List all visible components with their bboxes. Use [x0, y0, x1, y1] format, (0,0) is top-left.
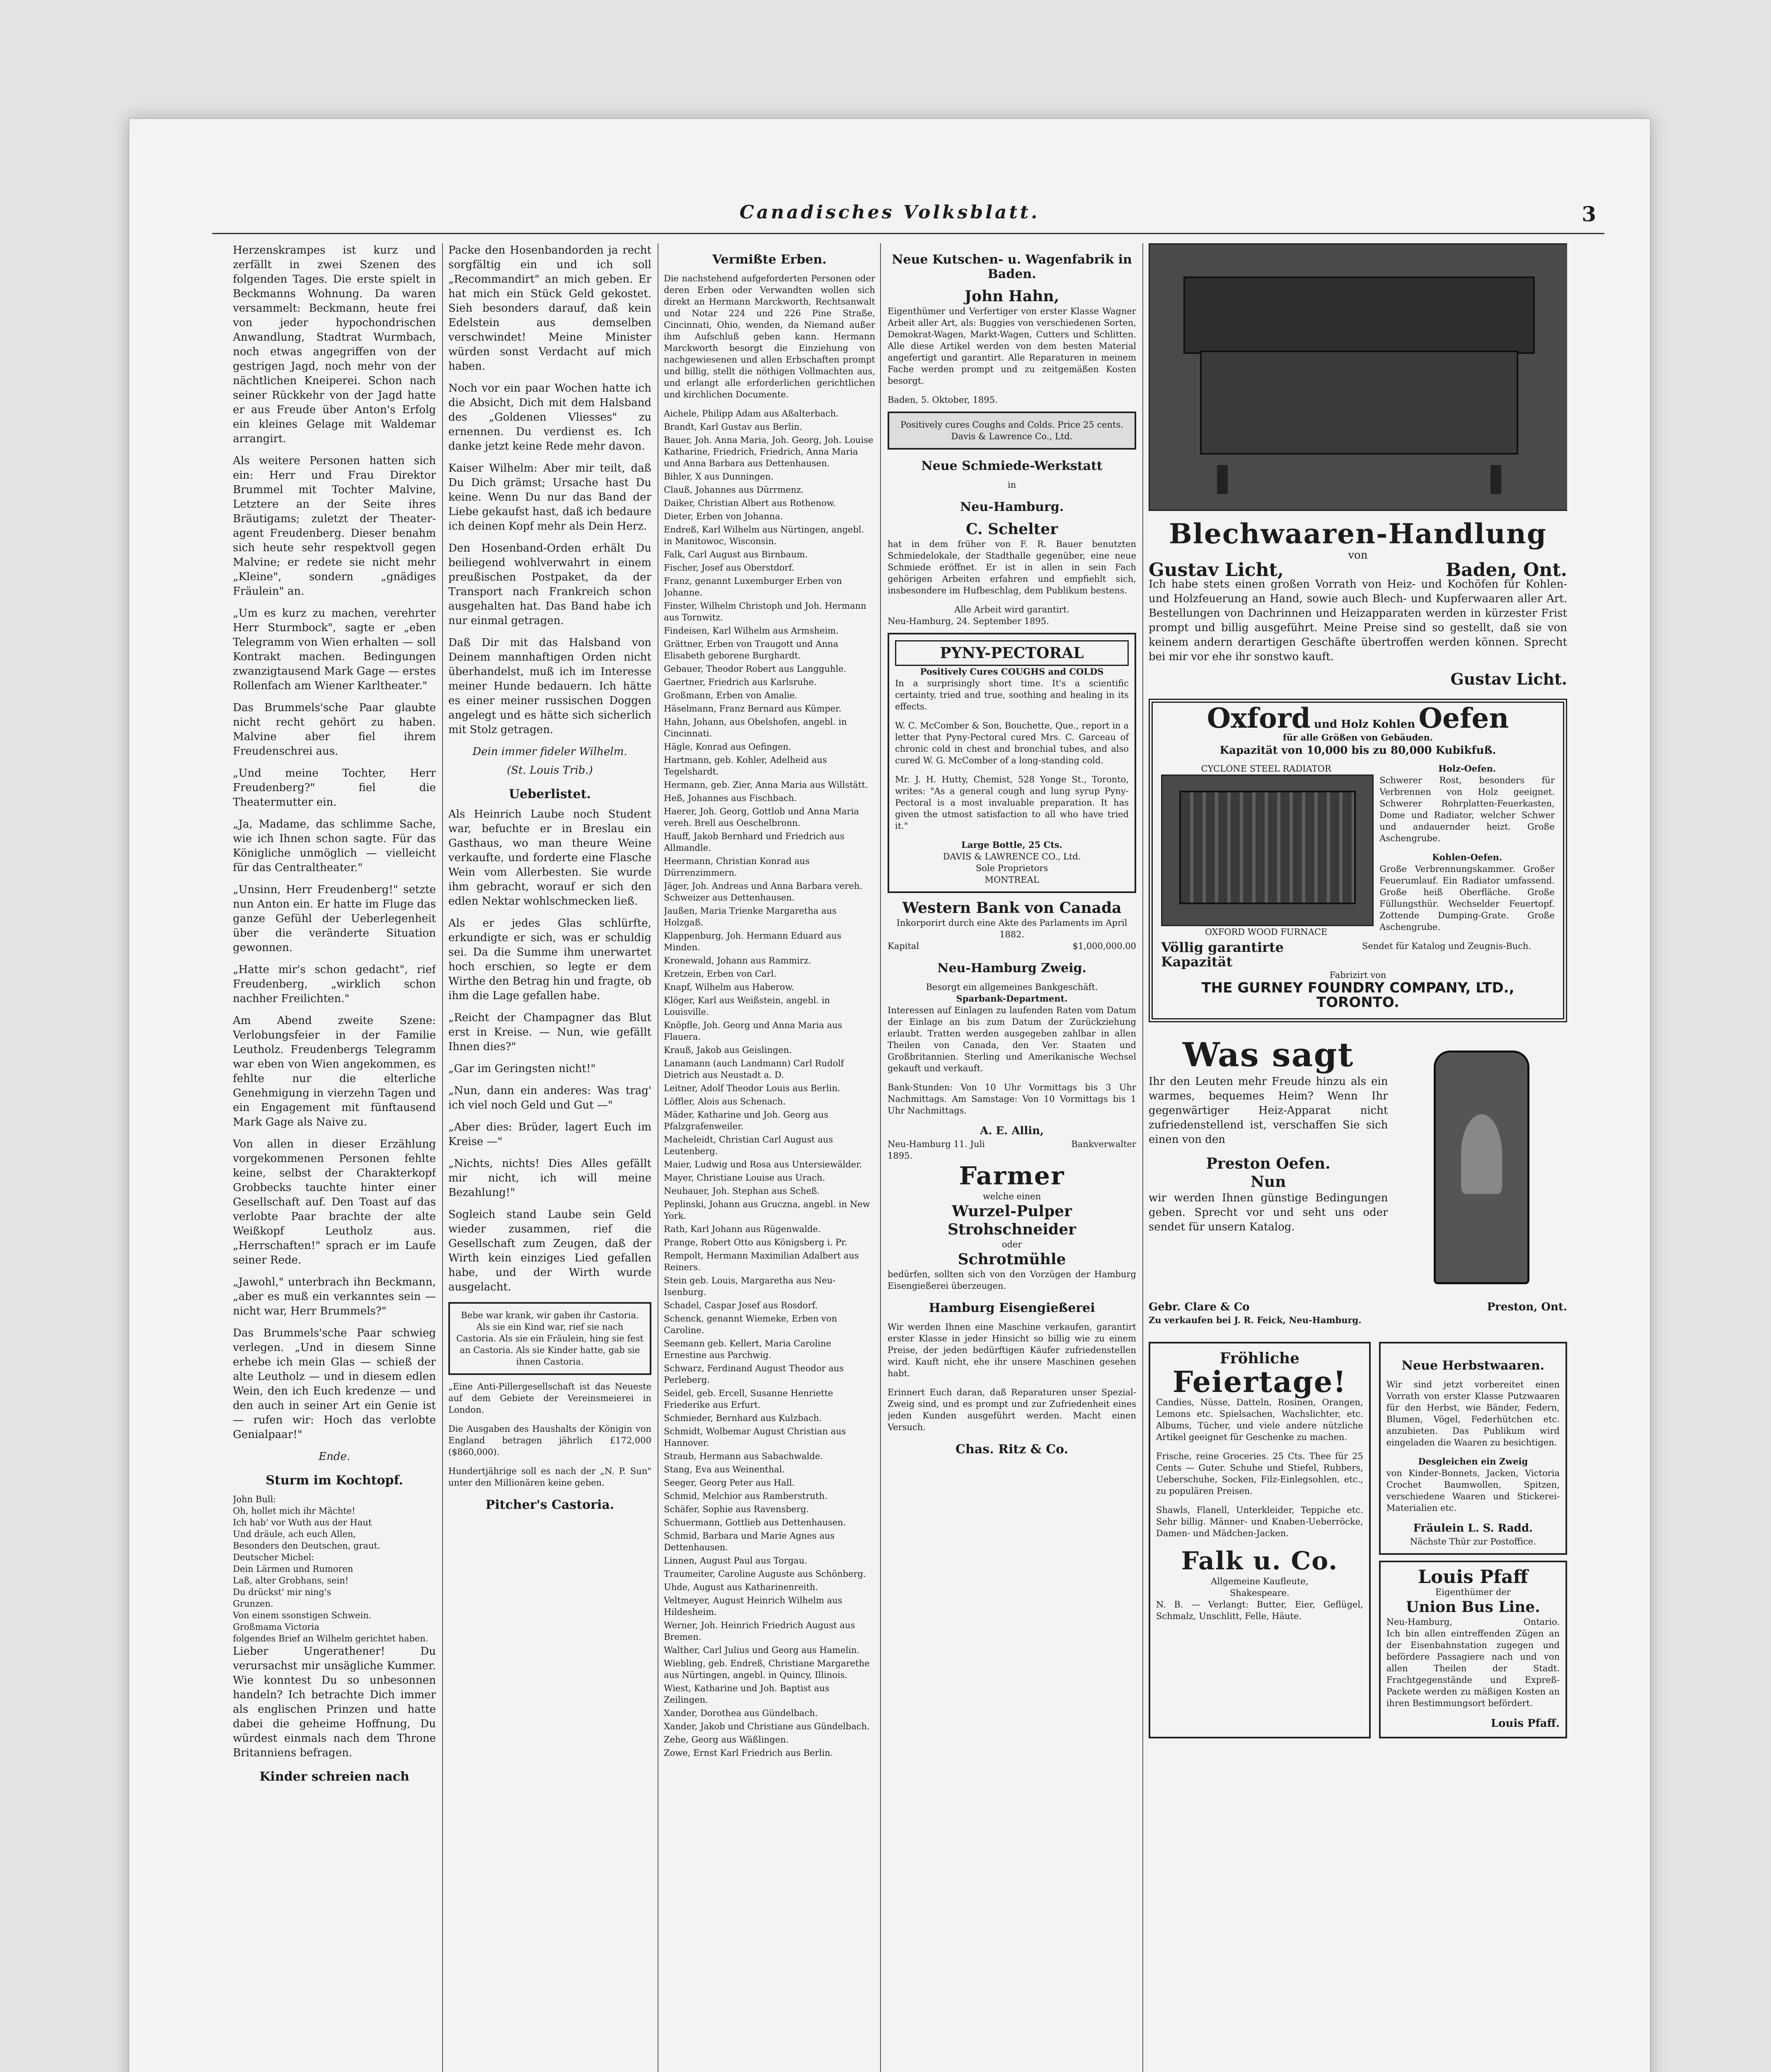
letter-paragraph: Den Hosenband-Orden erhält Du beiliegend wohlverwahrt in einem preußischen Postpaket, da der Transport nach Frankreich schon ausgehalten hat. Das Band habe ich nur einmal getragen.: [448, 542, 651, 627]
poem-line: folgendes Brief an Wilhelm gerichtet haben.: [233, 1634, 428, 1644]
poem-line: Großmama Victoria: [233, 1622, 319, 1632]
missing-heir-entry: Franz, genannt Luxemburger Erben von Johanne.: [664, 576, 842, 598]
ad-carriage-factory: [888, 252, 1136, 406]
ad-place: Preston, Ont.: [1487, 1301, 1567, 1313]
missing-heir-entry: Löffler, Alois aus Schenach.: [664, 1097, 786, 1106]
missing-heir-entry: Klöger, Karl aus Weißstein, angebl. in Louisville.: [664, 995, 830, 1017]
poem-line: Deutscher Michel:: [233, 1552, 315, 1562]
ad-herbstwaaren: [1379, 1342, 1567, 1555]
news-note: „Eine Anti-Pillergesellschaft ist das Neueste auf dem Gebiete der Vereinsmeierei in London.: [448, 1382, 651, 1415]
missing-heir-entry: Schmidt, Wolbemar August Christian aus Hannover.: [664, 1426, 846, 1448]
ad-place: Neu-Hamburg.: [960, 500, 1064, 514]
missing-heir-entry: Seemann geb. Kellert, Maria Caroline Ernestine aus Parchwig.: [664, 1339, 831, 1360]
missing-heir-entry: Großmann, Erben von Amalie.: [664, 690, 798, 700]
ad-title-small: und Holz Kohlen: [1314, 718, 1415, 731]
story-paragraph: „Unsinn, Herr Freudenberg!" setzte nun Anton ein. Er hatte im Fluge das ganze Gefühl der Ueberlegenheit über die veränderte Situation gewonnen.: [233, 884, 436, 954]
column-5: [1149, 243, 1567, 2072]
missing-heir-entry: Haerer, Joh. Georg, Gottlob und Anna Maria vereh. Brell aus Oeschelbronn.: [664, 806, 859, 828]
missing-heir-entry: Klappenburg, Joh. Hermann Eduard aus Minden.: [664, 931, 842, 952]
ad-title: Neue Schmiede-Werkstatt: [921, 459, 1103, 473]
ad-dealer: Zu verkaufen bei J. R. Feick, Neu-Hamburg.: [1149, 1315, 1362, 1325]
story-paragraph: Das Brummels'sche Paar schwieg verlegen. „Und in diesem Sinne erhebe ich mein Glas — schieß der alte Leutholz — und in diesem edlen Wein, den ich Euch kredenze — und den auch in seiner Art ein Genie ist — rufen wir: Hoch das verlobte Genialpaar!": [233, 1327, 436, 1441]
missing-heir-entry: Schwarz, Ferdinand August Theodor aus Perleberg.: [664, 1363, 844, 1385]
kohlen-title: Kohlen-Oefen.: [1432, 852, 1502, 862]
story-heading: Ueberlistet.: [508, 787, 591, 801]
missing-heir-entry: Linnen, August Paul aus Torgau.: [664, 1556, 807, 1566]
missing-heir-entry: Wiest, Katharine und Joh. Baptist aus Zeilingen.: [664, 1683, 830, 1705]
ad-name: Falk u. Co.: [1181, 1547, 1338, 1576]
column-3: [664, 243, 875, 2072]
missing-heir-entry: Zehe, Georg aus Wäßlingen.: [664, 1735, 789, 1745]
ad-oxford-footer: [1161, 940, 1555, 969]
missing-heir-entry: Leitner, Adolf Theodor Louis aus Berlin.: [664, 1083, 840, 1093]
ad-name: C. Schelter: [965, 520, 1058, 538]
missing-heir-entry: Clauß, Johannes aus Dürrmenz.: [664, 485, 804, 495]
castoria-box: Bebe war krank, wir gaben ihr Castoria. Als sie ein Kind war, rief sie nach Castoria. Als sie ein Fräulein, hing sie fest an Castoria. Als sie Kinder hatte, gab sie ihnen Castoria.: [448, 1302, 651, 1375]
missing-heir-entry: Heermann, Christian Konrad aus Dürrenzimmern.: [664, 856, 810, 878]
ad-guarantee: Alle Arbeit wird garantirt.: [954, 605, 1069, 615]
missing-heir-entry: Dieter, Erben von Johanna.: [664, 511, 783, 521]
story-paragraph: „Ja, Madame, das schlimme Sache, wie ich Ihnen schon sagte. Für das Königliche unmöglich — vielleicht für das Centraltheater.": [233, 818, 436, 874]
ad-body: Wir sind jetzt vorbereitet einen Vorrath von erster Klasse Putzwaaren für den Herbst, wie Bänder, Federn, Blumen, Vögel, Federhütchen etc. anzubieten. Das Publikum wird eingeladen die Waaren zu besichtigen.: [1386, 1380, 1560, 1447]
ad-agent-role: Bankverwalter: [1071, 1139, 1136, 1149]
ad-sub: Inkorporirt durch eine Akte des Parlaments im April 1882.: [896, 918, 1127, 939]
column-4: [888, 243, 1136, 2072]
kohlen-body: Große Verbrennungskammer. Großer Feuerumlauf. Ein Radiator umfassend. Große heiß Oberfläche. Große Füllungsthür. Wechselder Feuertopf. Zottende Dumping-Grate. Große Aschengrube.: [1379, 864, 1555, 932]
poem: [233, 1493, 436, 1644]
story-paragraph: „Nun, dann ein anderes: Was trag' ich viel noch Geld und Gut —": [448, 1084, 651, 1111]
ad-maker: Gebr. Clare & Co: [1149, 1301, 1250, 1313]
ad-body: Erinnert Euch daran, daß Reparaturen unser Spezial-Zweig sind, und es prompt und zur Zufriedenheit eines jeden Kunden ausgeführt werden. Macht einen Versuch.: [888, 1387, 1136, 1432]
ad-owner: Gustav Licht,: [1149, 559, 1284, 581]
ad-oxford-text: [1379, 763, 1555, 940]
ad-preston-row: [1149, 1035, 1567, 1300]
ad-line: welche einen: [982, 1191, 1041, 1201]
capital-value: $1,000,000.00: [1072, 941, 1136, 951]
ad-section: Sparbank-Department.: [956, 993, 1068, 1004]
stove-leg-shape: [1217, 465, 1228, 494]
story-paragraph: Als Heinrich Laube noch Student war, befuchte er in Breslau ein Gasthaus, wo man theure Weine verkaufte, und forderte eine Flasche Wein vom Allerbesten. Sie wurde ihm gebracht, worauf er sich den edlen Nektar wohlschmecken ließ.: [448, 808, 651, 908]
missing-heir-entry: Krauß, Jakob aus Geislingen.: [664, 1045, 792, 1055]
missing-heir-entry: Seeger, Georg Peter aus Hall.: [664, 1478, 795, 1488]
masthead-rule: [212, 233, 1604, 234]
ad-agent: A. E. Allin,: [980, 1125, 1044, 1137]
story-paragraph: Lieber Ungerathener! Du verursachst mir unsägliche Kummer. Wie konntest Du so unbesonnen handeln? Ich betrachte Dich immer als englischen Prinzen und hatte dabei die geheime Hoffnung, Du würdest einmals nach dem Throne Britanniens befragen.: [233, 1645, 436, 1759]
poem-line: Du drückst' mir ning's: [233, 1587, 331, 1597]
ad-maker-pre: Fabrizirt von: [1329, 970, 1386, 980]
ad-title2: Feiertage!: [1172, 1365, 1347, 1399]
missing-heir-entry: Hahn, Johann, aus Obelshofen, angebl. in Cincinnati.: [664, 717, 847, 738]
poem-line: Dein Lärmen und Rumoren: [233, 1564, 353, 1574]
ad-column-right: [1379, 1336, 1567, 1744]
missing-heir-entry: Kronewald, Johann aus Rammirz.: [664, 956, 811, 966]
ad-title: Oxford: [1207, 702, 1311, 734]
ad-guarantee: Völlig garantirte Kapazität: [1161, 939, 1284, 970]
missing-heirs-intro: Die nachstehend aufgeforderten Personen oder deren Erben oder Verwandten wollen sich direkt an Hermann Marckworth, Rechtsanwalt und Notar 224 und 226 Pine Straße, Cincinnati, Ohio, wenden, da Niemand außer ihm Aufschluß geben kann. Hermann Marckworth besorgt die Einziehung von nachgewiesenen und allen Erbschaften prompt und billig, stellt die nöthigen Vollmachten aus, und erlangt alle erforderlichen gerichtlichen und kirchlichen Documente.: [664, 274, 875, 399]
missing-heir-entry: Wiebling, geb. Endreß, Christiane Margarethe aus Nürtingen, angebl. in Quincy, Illinois.: [664, 1658, 870, 1680]
ad-note: N. B. — Verlangt: Butter, Eier, Geflügel, Schmalz, Unschlitt, Felle, Häute.: [1156, 1600, 1363, 1621]
letter-source: (St. Louis Trib.): [507, 764, 593, 777]
ad-smithy: [888, 459, 1136, 627]
ad-body: Shawls, Flanell, Unterkleider, Teppiche etc. Sehr billig. Männer- und Knaben-Ueberröcke, Damen- und Mädchen-Jacken.: [1156, 1505, 1363, 1538]
ad-name: John Hahn,: [964, 288, 1060, 305]
story-paragraph: Das Brummels'sche Paar glaubte nicht recht gehört zu haben. Malvine aber fiel ihrem Freudenschrei aus.: [233, 702, 436, 758]
missing-heir-entry: Hermann, geb. Zier, Anna Maria aus Willstätt.: [664, 780, 868, 790]
castoria-footer: Pitcher's Castoria.: [485, 1498, 615, 1512]
missing-heir-entry: Traumeiter, Caroline Auguste aus Schönberg.: [664, 1569, 866, 1579]
ad-signature: Louis Pfaff.: [1490, 1717, 1560, 1730]
holz-title: Holz-Oefen.: [1438, 763, 1496, 774]
poem-line: Und dräule, ach euch Allen,: [233, 1529, 356, 1539]
story-paragraph: „Reicht der Champagner das Blut erst in Kreise. — Nun, wie gefällt Ihnen dies?": [448, 1012, 651, 1053]
ad-maker: THE GURNEY FOUNDRY COMPANY, LTD., TORONTO.: [1201, 980, 1515, 1011]
missing-heir-entry: Falk, Carl August aus Birnbaum.: [664, 549, 808, 559]
missing-heir-entry: Häselmann, Franz Bernard aus Kümper.: [664, 704, 842, 714]
stove-illustration: [1149, 243, 1567, 511]
poem-line: Besonders den Deutschen, graut.: [233, 1541, 380, 1551]
missing-heir-entry: Rempolt, Hermann Maximilian Adalbert aus Reiners.: [664, 1251, 859, 1272]
ad-body: Eigenthümer und Verfertiger von erster Klasse Wagner Arbeit aller Art, als: Buggies von verschiedenen Sorten, Demokrat-Wagen, Markt-Wagen, Cutters und Schlitten. Alle diese Artikel werden von dem besten Material angefertigt und garantirt. Alle Reparaturen in meinem Fache werden prompt und zu zeitgemäßen Kosten besorgt.: [888, 306, 1136, 386]
ad-tinware: [1149, 519, 1567, 686]
missing-heirs-list: [664, 408, 875, 1759]
letter-paragraph: Daß Dir mit das Halsband von Deinem mannhaftigen Orden nicht überhandelst, muß ich im Interesse meiner Hunde bedauern. Ich hätte es einer meiner russischen Doggen angelegt und es hätte sich sicherlich mit Stolz getragen.: [448, 637, 651, 736]
ad-city: MONTREAL: [985, 875, 1039, 885]
furnace-illustration: [1396, 1035, 1568, 1300]
ad-branch: Neu-Hamburg Zweig.: [937, 961, 1086, 975]
poem-line: Ich hab' vor Wuth aus der Haut: [233, 1518, 372, 1527]
letter-paragraph: Noch vor ein paar Wochen hatte ich die Absicht, Dich mit dem Halsband des „Goldenen Vliesses" zu ernennen. Du verdienst es. Ich danke jetzt keine Rede mehr davon.: [448, 382, 651, 453]
missing-heir-entry: Brandt, Karl Gustav aus Berlin.: [664, 422, 802, 432]
ad-body: Ich habe stets einen großen Vorrath von Heiz- und Kochöfen für Kohlen- und Holzfeuerung an Hand, sowie auch Blech- und Kupferwaaren aller Art. Bestellungen von Dachrinnen und Heizapparaten werden in kürzester Frist prompt und billig ausgeführt. Meine Preise sind so gestellt, daß sie von keinem andern derartigen Geschäfte übertroffen werden können. Sprecht bei mir vor ehe ihr sonstwo kauft.: [1149, 578, 1567, 663]
stove-top-shape: [1183, 276, 1535, 354]
ad-title: Western Bank von Canada: [902, 899, 1122, 917]
missing-heir-entry: Mäder, Katharine und Joh. Georg aus Pfalzgrafenweiler.: [664, 1110, 828, 1131]
holz-body: Schwerer Rost, besonders für Verbrennen von Holz geeignet. Schwerer Rohrplatten-Feuerkasten, Dome und Radiator, welcher Schwer und andauernder heizt. Große Aschengrube.: [1379, 775, 1555, 843]
missing-heir-entry: Straub, Hermann aus Sabachwalde.: [664, 1451, 823, 1461]
story-paragraph: „Aber dies: Brüder, lagert Euch im Kreise —": [448, 1121, 651, 1148]
poem-line: John Bull:: [233, 1494, 276, 1504]
ad-small-box: Positively cures Coughs and Colds. Price 25 cents. Davis & Lawrence Co., Ltd.: [888, 411, 1136, 450]
ad-testimonial: Mr. J. H. Hutty, Chemist, 528 Yonge St., Toronto, writes: "As a general cough and lung syrup Pyny-Pectoral is a most invaluable preparation. It has given the utmost satisfaction to all who have tried it.": [895, 775, 1129, 831]
story-end: Ende.: [318, 1450, 351, 1463]
missing-heir-entry: Schmid, Barbara und Marie Agnes aus Dettenhausen.: [664, 1531, 835, 1552]
ad-bus-line: [1379, 1561, 1567, 1738]
story-paragraph: Herzenskrampes ist kurz und zerfällt in zwei Szenen des folgenden Tages. Die erste spielt in Beckmanns Wohnung. Da waren versammelt: Beckmann, heute frei von jeder hypochondrischen Anwandlung, Stadtrat Wurmbach, noch etwas angegriffen von der gestrigen Jagd, noch mehr von der nächtlichen Kneiperei. Schon nach seiner Rückkehr von der Jagd hatte er aus Freude über Anton's Erfolg ein kleines Gelage mit Waldemar arrangirt.: [233, 244, 436, 445]
ad-title: Neue Kutschen- u. Wagenfabrik in Baden.: [892, 252, 1132, 281]
story-paragraph: „Jawohl," unterbrach ihn Beckmann, „aber es muß ein verkanntes sein — nicht war, Herr Brummels?": [233, 1276, 436, 1317]
missing-heir-entry: Rath, Karl Johann aus Rügenwalde.: [664, 1224, 821, 1234]
missing-heir-entry: Mayer, Christiane Louise aus Urach.: [664, 1173, 825, 1183]
ad-oxford-body: [1161, 763, 1555, 940]
ad-capital: [888, 940, 1136, 952]
ad-line: Union Bus Line.: [1406, 1598, 1540, 1616]
poem-line: Oh, hollet mich ihr Mächte!: [233, 1506, 356, 1516]
ad-pyny-pectoral: [888, 633, 1136, 893]
ad-body: Ich bin allen eintreffenden Zügen an der Eisenbahnstation zugegen und befördere Passagiere nach und von allen Theilen der Stadt. Frachtgegenstände und Expreß-Packete werden zu mäßigen Kosten an ihren Bestimmungsort befördert.: [1386, 1629, 1560, 1708]
ad-maker: DAVIS & LAWRENCE CO., Ltd.: [943, 852, 1081, 862]
ad-in: in: [1007, 480, 1016, 490]
radiator-label: CYCLONE STEEL RADIATOR: [1201, 764, 1331, 774]
missing-heir-entry: Bihler, X aus Dunningen.: [664, 472, 774, 482]
missing-heir-entry: Walther, Carl Julius und Georg aus Hamelin.: [664, 1645, 860, 1655]
story-paragraph: „Nichts, nichts! Dies Alles gefällt mir nicht, ich will meine Bezahlung!": [448, 1157, 651, 1199]
bottom-ads: [1149, 1336, 1567, 1744]
ad-catalog: Sendet für Katalog und Zeugnis-Buch.: [1362, 941, 1531, 951]
ad-maker-sub: Sole Proprietors: [975, 863, 1048, 873]
ad-farmer: [888, 1162, 1136, 1457]
ad-signature: Chas. Ritz & Co.: [956, 1442, 1068, 1457]
radiator-illustration: [1161, 775, 1374, 926]
news-note: Die Ausgaben des Haushalts der Königin von England betragen jährlich £172,000 ($860,000).: [448, 1424, 651, 1457]
ad-addr: Nächste Thür zur Postoffice.: [1410, 1537, 1536, 1547]
ad-capacity: Kapazität von 10,000 bis zu 80,000 Kubikfuß.: [1219, 744, 1496, 757]
ad-sub: Positively Cures COUGHS and COLDS: [920, 666, 1104, 677]
letter-signature: Dein immer fideler Wilhelm.: [472, 746, 627, 758]
missing-heir-entry: Schäfer, Sophie aus Ravensberg.: [664, 1504, 809, 1514]
news-note: Hundertjährige soll es nach der „N. P. Sun" unter den Millionären keine geben.: [448, 1466, 651, 1488]
ad-title: Neue Herbstwaaren.: [1401, 1358, 1545, 1373]
ad-product: Strohschneider: [948, 1221, 1076, 1238]
ad-footer: [888, 1138, 1136, 1162]
missing-heir-entry: Finster, Wilhelm Christoph und Joh. Hermann aus Tornwitz.: [664, 601, 866, 622]
ad-title2: Oefen: [1418, 702, 1509, 734]
missing-heir-entry: Seidel, geb. Ercell, Susanne Henriette Friederike aus Erfurt.: [664, 1388, 833, 1410]
missing-heir-entry: Knöpfle, Joh. Georg und Anna Maria aus Flauera.: [664, 1020, 842, 1042]
story-paragraph: „Hatte mir's schon gedacht", rief Freudenberg, „wirklich schon nachher Freilichten.": [233, 963, 436, 1005]
missing-heir-entry: Kretzein, Erben von Carl.: [664, 969, 777, 979]
missing-heir-entry: Aichele, Philipp Adam aus Aßalterbach.: [664, 409, 839, 419]
missing-heir-entry: Uhde, August aus Katharinenreith.: [664, 1582, 818, 1592]
masthead: [129, 202, 1650, 231]
ad-product: Wurzel-Pulper: [951, 1203, 1072, 1220]
ad-title: PYNY-PECTORAL: [895, 640, 1129, 666]
missing-heir-entry: Knapf, Wilhelm aus Haberow.: [664, 982, 794, 992]
missing-heir-entry: Stein geb. Louis, Margaretha aus Neu-Isenburg.: [664, 1276, 836, 1297]
missing-heir-entry: Schmieder, Bernhard aus Kulzbach.: [664, 1413, 822, 1423]
ad-body: Interessen auf Einlagen zu laufenden Raten vom Datum der Einlage an bis zum Datum der Zurückziehung erlaubt. Tratten werden ausgegeben zahlbar in allen Theilen von Canada, den Ver. Staaten und Großbritannien. Sterling und Amerikanische Wechsel gekauft und verkauft.: [888, 1005, 1136, 1073]
missing-heir-entry: Heß, Johannes aus Fischbach.: [664, 793, 797, 803]
masthead-title: Canadisches Volksblatt.: [739, 202, 1040, 223]
missing-heir-entry: Schuermann, Gottlieb aus Dettenhausen.: [664, 1518, 846, 1527]
missing-heir-entry: Grättner, Erben von Traugott und Anna Elisabeth geborene Burghardt.: [664, 639, 839, 661]
missing-heir-entry: Schenck, genannt Wiemeke, Erben von Caroline.: [664, 1314, 837, 1335]
ad-date: Neu-Hamburg 11. Juli 1895.: [888, 1139, 985, 1161]
missing-heir-entry: Peplinski, Johann aus Gruczna, angebl. in New York.: [664, 1199, 870, 1221]
flame-shape: [1461, 1114, 1502, 1194]
story-paragraph: „Um es kurz zu machen, verehrter Herr Sturmbock", sagte er „eben Telegramm von Wien erhalten — soll Kontrakt machen. Bedingungen zwanzigtausend Mark Gage — erstes Rollenfach am Wiener Karltheater.": [233, 607, 436, 692]
missing-heir-entry: Werner, Joh. Heinrich Friedrich August aus Bremen.: [664, 1620, 855, 1642]
ad-sub: für alle Größen von Gebäuden.: [1282, 732, 1433, 743]
missing-heir-entry: Xander, Dorothea aus Gündelbach.: [664, 1708, 818, 1718]
ad-oxford-images: [1161, 763, 1371, 940]
radiator-shape: [1179, 791, 1356, 904]
ad-signature: Gustav Licht.: [1450, 670, 1567, 688]
ad-place: Shakespeare.: [1229, 1588, 1290, 1598]
ad-title: Was sagt: [1183, 1035, 1354, 1074]
ad-place-row: [1386, 1616, 1560, 1628]
stove-leg-shape: [1490, 465, 1501, 494]
ad-date: Baden, 5. Oktober, 1895.: [888, 395, 998, 405]
capital-label: Kapital: [888, 941, 919, 951]
ad-product: Schrotmühle: [958, 1251, 1066, 1268]
ad-body: In a surprisingly short time. It's a scientific certainty, tried and true, soothing and healing in its effects.: [895, 678, 1129, 712]
letter-paragraph: Kaiser Wilhelm: Aber mir teilt, daß Du Dich grämst; Ursache hast Du keine. Wenn Du nur das Band der Liebe gekaufst hast, daß ich bedaure ich deinen Kopf mehr als Dein Herz.: [448, 462, 651, 533]
ad-title: Blechwaaren-Handlung: [1169, 518, 1547, 550]
missing-heir-entry: Maier, Ludwig und Rosa aus Untersiewälder.: [664, 1159, 862, 1169]
ad-preston-footer: [1149, 1300, 1567, 1314]
missing-heir-entry: Macheleidt, Christian Carl August aus Leutenberg.: [664, 1135, 833, 1156]
missing-heir-entry: Stang, Eva aus Weinenthal.: [664, 1464, 785, 1474]
story-paragraph: „Gar im Geringsten nicht!": [448, 1063, 596, 1075]
poem-line: Laß, alter Grobhans, sein!: [233, 1576, 349, 1585]
missing-heir-entry: Gebauer, Theodor Robert aus Langguhle.: [664, 664, 847, 674]
missing-heir-entry: Prange, Robert Otto aus Königsberg i. Pr.: [664, 1237, 847, 1247]
ad-preston-text: [1149, 1035, 1388, 1300]
story-paragraph: Von allen in dieser Erzählung vorgekommenen Personen fehlte keine, selbst der Charakterkopf Grobbecks tauchte hinter einer Gesellschaft auf. Den Toast auf das verlobte Paar brachte der alte Weißkopf Leutholz aus. „Herrschaften!" sprach er im Laufe seiner Rede.: [233, 1138, 436, 1266]
missing-heir-entry: Hauff, Jakob Bernhard und Friedrich aus Allmandle.: [664, 831, 844, 853]
missing-heir-entry: Lanamann (auch Landmann) Carl Rudolf Dietrich aus Neustadt a. D.: [664, 1058, 844, 1080]
ad-branch-body: von Kinder-Bonnets, Jacken, Victoria Crochet Baumwollen, Spitzen, verschiedene Waaren und Stickerei-Materialien etc.: [1386, 1468, 1560, 1513]
ad-sub: Allgemeine Kaufleute,: [1211, 1576, 1309, 1586]
missing-heir-entry: Fischer, Josef aus Oberstdorf.: [664, 563, 795, 573]
poem-line: Von einem ssonstigen Schwein.: [233, 1610, 372, 1620]
ad-von: von: [1348, 549, 1368, 562]
ad-place: Baden, Ont.: [1445, 559, 1567, 581]
ad-province: Ontario.: [1523, 1617, 1560, 1627]
ad-size: Large Bottle, 25 Cts.: [961, 840, 1062, 850]
missing-heir-entry: Hägle, Konrad aus Oefingen.: [664, 742, 791, 752]
missing-heir-entry: Daiker, Christian Albert aus Rothenow.: [664, 498, 836, 508]
ad-date: Neu-Hamburg, 24. September 1895.: [888, 616, 1049, 626]
ad-body: hat in dem früher von F. R. Bauer benutzten Schmiedelokale, der Stadthalle gegenüber, eine neue Schmiede eröffnet. Er ist in allen in sein Fach gehörigen Arbeiten erfahren und empfiehlt sich, insbesondere im Hufbeschlag, dem Publikum bestens.: [888, 539, 1136, 595]
ad-body: Ihr den Leuten mehr Freude hinzu als ein warmes, bequemes Heim? Wenn Ihr gegenwärtiger Heiz-Apparat nicht zufriedenstellend ist, verschaffen Sie sich einen von den: [1149, 1075, 1388, 1146]
ad-owner-row: [1149, 559, 1567, 581]
missing-heir-entry: Veltmeyer, August Heinrich Wilhelm aus Hildesheim.: [664, 1595, 842, 1617]
column-rule: [442, 243, 443, 2072]
missing-heir-entry: Findeisen, Karl Wilhelm aus Armsheim.: [664, 626, 839, 636]
ad-body: bedürfen, sollten sich von den Vorzügen der Hamburg Eisengießerei überzeugen.: [888, 1269, 1136, 1291]
column-2: [448, 243, 651, 2072]
column-rule: [1142, 243, 1143, 2072]
ad-western-bank: [888, 899, 1136, 1162]
furnace-label: OXFORD WOOD FURNACE: [1205, 927, 1328, 937]
ad-hours: Bank-Stunden: Von 10 Uhr Vormittags bis 3 Uhr Nachmittags. Am Samstage: Von 10 Vormittags bis 1 Uhr Nachmittags.: [888, 1082, 1136, 1116]
story-paragraph: Am Abend zweite Szene: Verlobungsfeier in der Familie Leutholz. Freudenbergs Telegramm war eben von Wien angekommen, es fehlte nur die elterliche Genehmigung in vierzehn Tagen und ein Engagement mit fünftausend Mark Gage als Naive zu.: [233, 1014, 436, 1128]
missing-heir-entry: Hartmann, geb. Kohler, Adelheid aus Tegelshardt.: [664, 755, 827, 777]
ad-body: Candies, Nüsse, Datteln, Rosinen, Orangen, Lemons etc. Spielsachen, Wachslichter, etc. Albums, Tücher, und viele andere nützliche Artikel geeignet für Geschenke zu machen.: [1156, 1397, 1363, 1442]
ad-oxford-stoves: [1149, 699, 1567, 1022]
ad-title-row: [1161, 702, 1555, 734]
story-paragraph: „Und meine Tochter, Herr Freudenberg?" fiel die Theatermutter ein.: [233, 767, 436, 808]
newspaper-page: [128, 118, 1651, 2072]
ad-body: Wir werden Ihnen eine Maschine verkaufen, garantirt erster Klasse in jeder Hinsicht so billig wie zu einem Preise, der jeden bedürftigen Käufer zufriedenstellen wird. Kauft nicht, ehe ihr unsere Maschinen gesehen habt.: [888, 1322, 1136, 1378]
missing-heir-entry: Gaertner, Friedrich aus Karlsruhe.: [664, 677, 817, 687]
missing-heir-entry: Bauer, Joh. Anna Maria, Joh. Georg, Joh. Louise Katharine, Friedrich, Friedrich, Anna Maria und Anna Barbara aus Dettenhausen.: [664, 435, 873, 468]
poem-title: Sturm im Kochtopf.: [266, 1473, 403, 1488]
page-number: 3: [1582, 202, 1596, 226]
story-paragraph: Als weitere Personen hatten sich ein: Herr und Frau Direktor Brummel mit Tochter Malvine, Letztere an der Seite ihres Bräutigams; zuletzt der Theater-agent Freudenberg. Dieser benahm sich heute sehr respektvoll gegen Malvine; er redete sie nicht mehr „Kleine", sondern „gnädiges Fräulein" an.: [233, 455, 436, 598]
column-rule: [880, 243, 881, 2072]
ad-branch: Desgleichen ein Zweig: [1418, 1456, 1528, 1467]
ad-falk: [1149, 1342, 1371, 1738]
missing-heir-entry: Endreß, Karl Wilhelm aus Nürtingen, angebl. in Manitowoc, Wisconsin.: [664, 525, 864, 546]
ad-preston-stoves: [1149, 1035, 1567, 1326]
missing-heir-entry: Schadel, Caspar Josef aus Rosdorf.: [664, 1300, 818, 1310]
ad-testimonial: W. C. McComber & Son, Bouchette, Que., report in a letter that Pyny-Pectoral cured Mrs. C. Garceau of chronic cold in chest and bronchial tubes, and also cured W. G. McComber of a long-standing cold.: [895, 721, 1129, 765]
missing-heir-entry: Jäger, Joh. Andreas und Anna Barbara vereh. Schweizer aus Dettenhausen.: [664, 881, 863, 903]
missing-heir-entry: Jaußen, Maria Trienke Margaretha aus Holzgaß.: [664, 906, 837, 927]
ad-product: Preston Oefen.: [1206, 1155, 1331, 1172]
ad-role: Eigenthümer der: [1435, 1587, 1511, 1597]
ad-owner: Fräulein L. S. Radd.: [1413, 1522, 1533, 1535]
ad-body: wir werden Ihnen günstige Bedingungen geben. Sprecht vor und seht uns oder sendet für unsern Katalog.: [1149, 1192, 1388, 1233]
missing-heir-entry: Schmid, Melchior aus Ramberstruth.: [664, 1491, 827, 1501]
stove-body-shape: [1200, 351, 1518, 455]
letter-paragraph: Packe den Hosenbandorden ja recht sorgfältig ein und ich soll „Recommandirt" an mich geben. Er hat mich ein Stück Geld gekostet. Sieh besonders darauf, daß kein Edelstein aus demselben verschwindet! Meine Minister würden sonst Verdacht auf mich haben.: [448, 244, 651, 373]
missing-heir-entry: Neubauer, Joh. Stephan aus Scheß.: [664, 1186, 820, 1196]
ad-body: Frische, reine Groceries. 25 Cts. Thee für 25 Cents — Guter. Schuhe und Stiefel, Rubbers, Ueberschuhe, Socken, Filz-Einlegsohlen, etc., zu populären Preisen.: [1156, 1451, 1363, 1496]
poem-line: Grunzen.: [233, 1599, 273, 1609]
ad-title1: Fröhliche: [1219, 1350, 1300, 1367]
missing-heirs-heading: Vermißte Erben.: [712, 252, 827, 267]
ad-title: Farmer: [959, 1162, 1065, 1191]
column-1: [233, 243, 436, 2072]
ad-foundry: Hamburg Eisengießerei: [929, 1301, 1095, 1315]
ad-oder: oder: [1002, 1239, 1022, 1249]
story-paragraph: Sogleich stand Laube sein Geld wieder zusammen, rief die Gesellschaft zum Zeugen, daß der Wirth kein einziges Lied gefallen habe, und der Wirth wurde ausgelacht.: [448, 1208, 651, 1293]
ad-branch-sub: Besorgt ein allgemeines Bankgeschäft.: [926, 982, 1098, 992]
ad-name: Louis Pfaff: [1418, 1566, 1528, 1588]
ad-place: Neu-Hamburg,: [1386, 1617, 1453, 1627]
story-paragraph: Als er jedes Glas schlürfte, erkundigte er sich, was er schuldig sei. Da die Summe ihm unerwartet hoch erschien, so legte er dem Wirthe den Betrag hin und fragte, ob ihm die Lage gefallen habe.: [448, 917, 651, 1002]
missing-heir-entry: Xander, Jakob und Christiane aus Gündelbach.: [664, 1721, 870, 1731]
castoria-footer: Kinder schreien nach: [259, 1769, 409, 1784]
ad-nun: Nun: [1251, 1173, 1286, 1191]
missing-heir-entry: Zowe, Ernst Karl Friedrich aus Berlin.: [664, 1748, 833, 1758]
